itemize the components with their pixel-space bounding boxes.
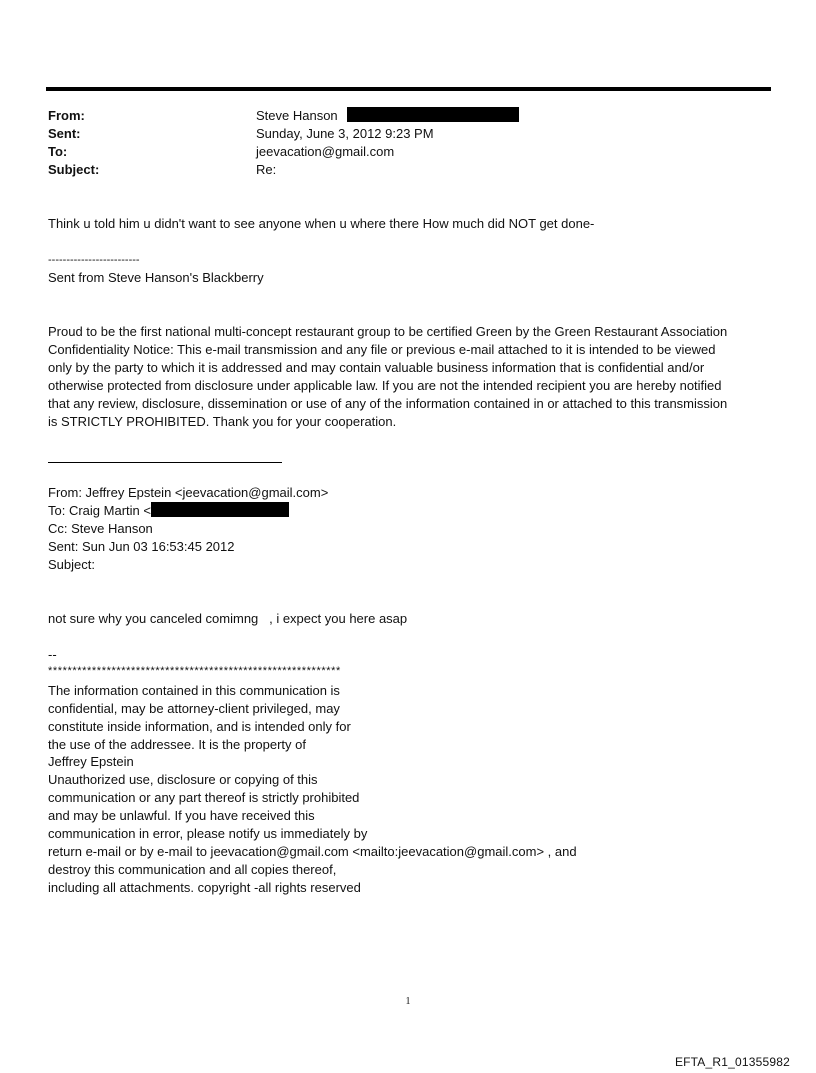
disclaimer-line: constitute inside information, and is intended only for [48,719,351,734]
disclaimer-line: the use of the addressee. It is the property of [48,737,306,752]
quoted-from: From: Jeffrey Epstein <jeevacation@gmail.com> [48,485,329,500]
from-label: From: [48,108,85,123]
redaction-bar [151,502,289,517]
disclaimer-line: and may be unlawful. If you have received this [48,808,315,823]
redaction-bar [347,107,519,122]
signature-dashes: ------------------------- [48,254,140,266]
disclaimer-line: The information contained in this communication is [48,683,340,698]
quoted-message: not sure why you canceled comimng , i expect you here asap [48,611,408,626]
stars-rule: ************************************************************ [48,665,341,677]
quoted-to: To: Craig Martin < [48,503,151,518]
quoted-sig-dashes: -- [48,647,57,662]
quoted-subject: Subject: [48,557,95,572]
quoted-to-row [48,502,289,520]
header-top-rule [46,87,771,91]
disclaimer-line: Jeffrey Epstein [48,754,134,769]
notice-line: otherwise protected from disclosure under applicable law. If you are not the intended recipient you are hereby notified [48,378,722,393]
to-row [48,143,768,161]
disclaimer-line: return e-mail or by e-mail to jeevacation@gmail.com <mailto:jeevacation@gmail.com> , and [48,844,577,859]
sent-label: Sent: [48,126,81,141]
from-value [256,107,519,125]
to-label: To: [48,144,68,159]
quoted-cc: Cc: Steve Hanson [48,521,153,536]
disclaimer-line: including all attachments. copyright -all rights reserved [48,880,361,895]
disclaimer-line: communication in error, please notify us immediately by [48,826,368,841]
disclaimer-line: communication or any part thereof is strictly prohibited [48,790,360,805]
notice-line: only by the party to which it is addressed and may contain valuable business information that is confidential and/or [48,360,705,375]
quoted-divider [48,462,282,463]
disclaimer-line: Unauthorized use, disclosure or copying of this [48,772,318,787]
notice-line: Proud to be the first national multi-concept restaurant group to be certified Green by the Green Restaurant Association [48,324,728,339]
from-row [48,107,768,125]
notice-line: Confidentiality Notice: This e-mail transmission and any file or previous e-mail attached to it is intended to be viewed [48,342,716,357]
page-number: 1 [405,996,411,1007]
message-text: Think u told him u didn't want to see anyone when u where there How much did NOT get done- [48,216,595,231]
signature-sent-from: Sent from Steve Hanson's Blackberry [48,270,264,285]
to-value: jeevacation@gmail.com [256,144,395,159]
disclaimer-line: confidential, may be attorney-client privileged, may [48,701,340,716]
subject-value: Re: [256,162,277,177]
notice-line: is STRICTLY PROHIBITED. Thank you for your cooperation. [48,414,397,429]
notice-line: that any review, disclosure, dissemination or use of any of the information contained in or attached to this transmission [48,396,728,411]
sent-value: Sunday, June 3, 2012 9:23 PM [256,126,434,141]
subject-label: Subject: [48,162,100,177]
sent-row [48,125,768,143]
document-id: EFTA_R1_01355982 [674,1055,790,1069]
disclaimer-line: destroy this communication and all copies thereof, [48,862,337,877]
subject-row [48,161,768,179]
from-name: Steve Hanson [256,108,338,123]
quoted-sent: Sent: Sun Jun 03 16:53:45 2012 [48,539,235,554]
